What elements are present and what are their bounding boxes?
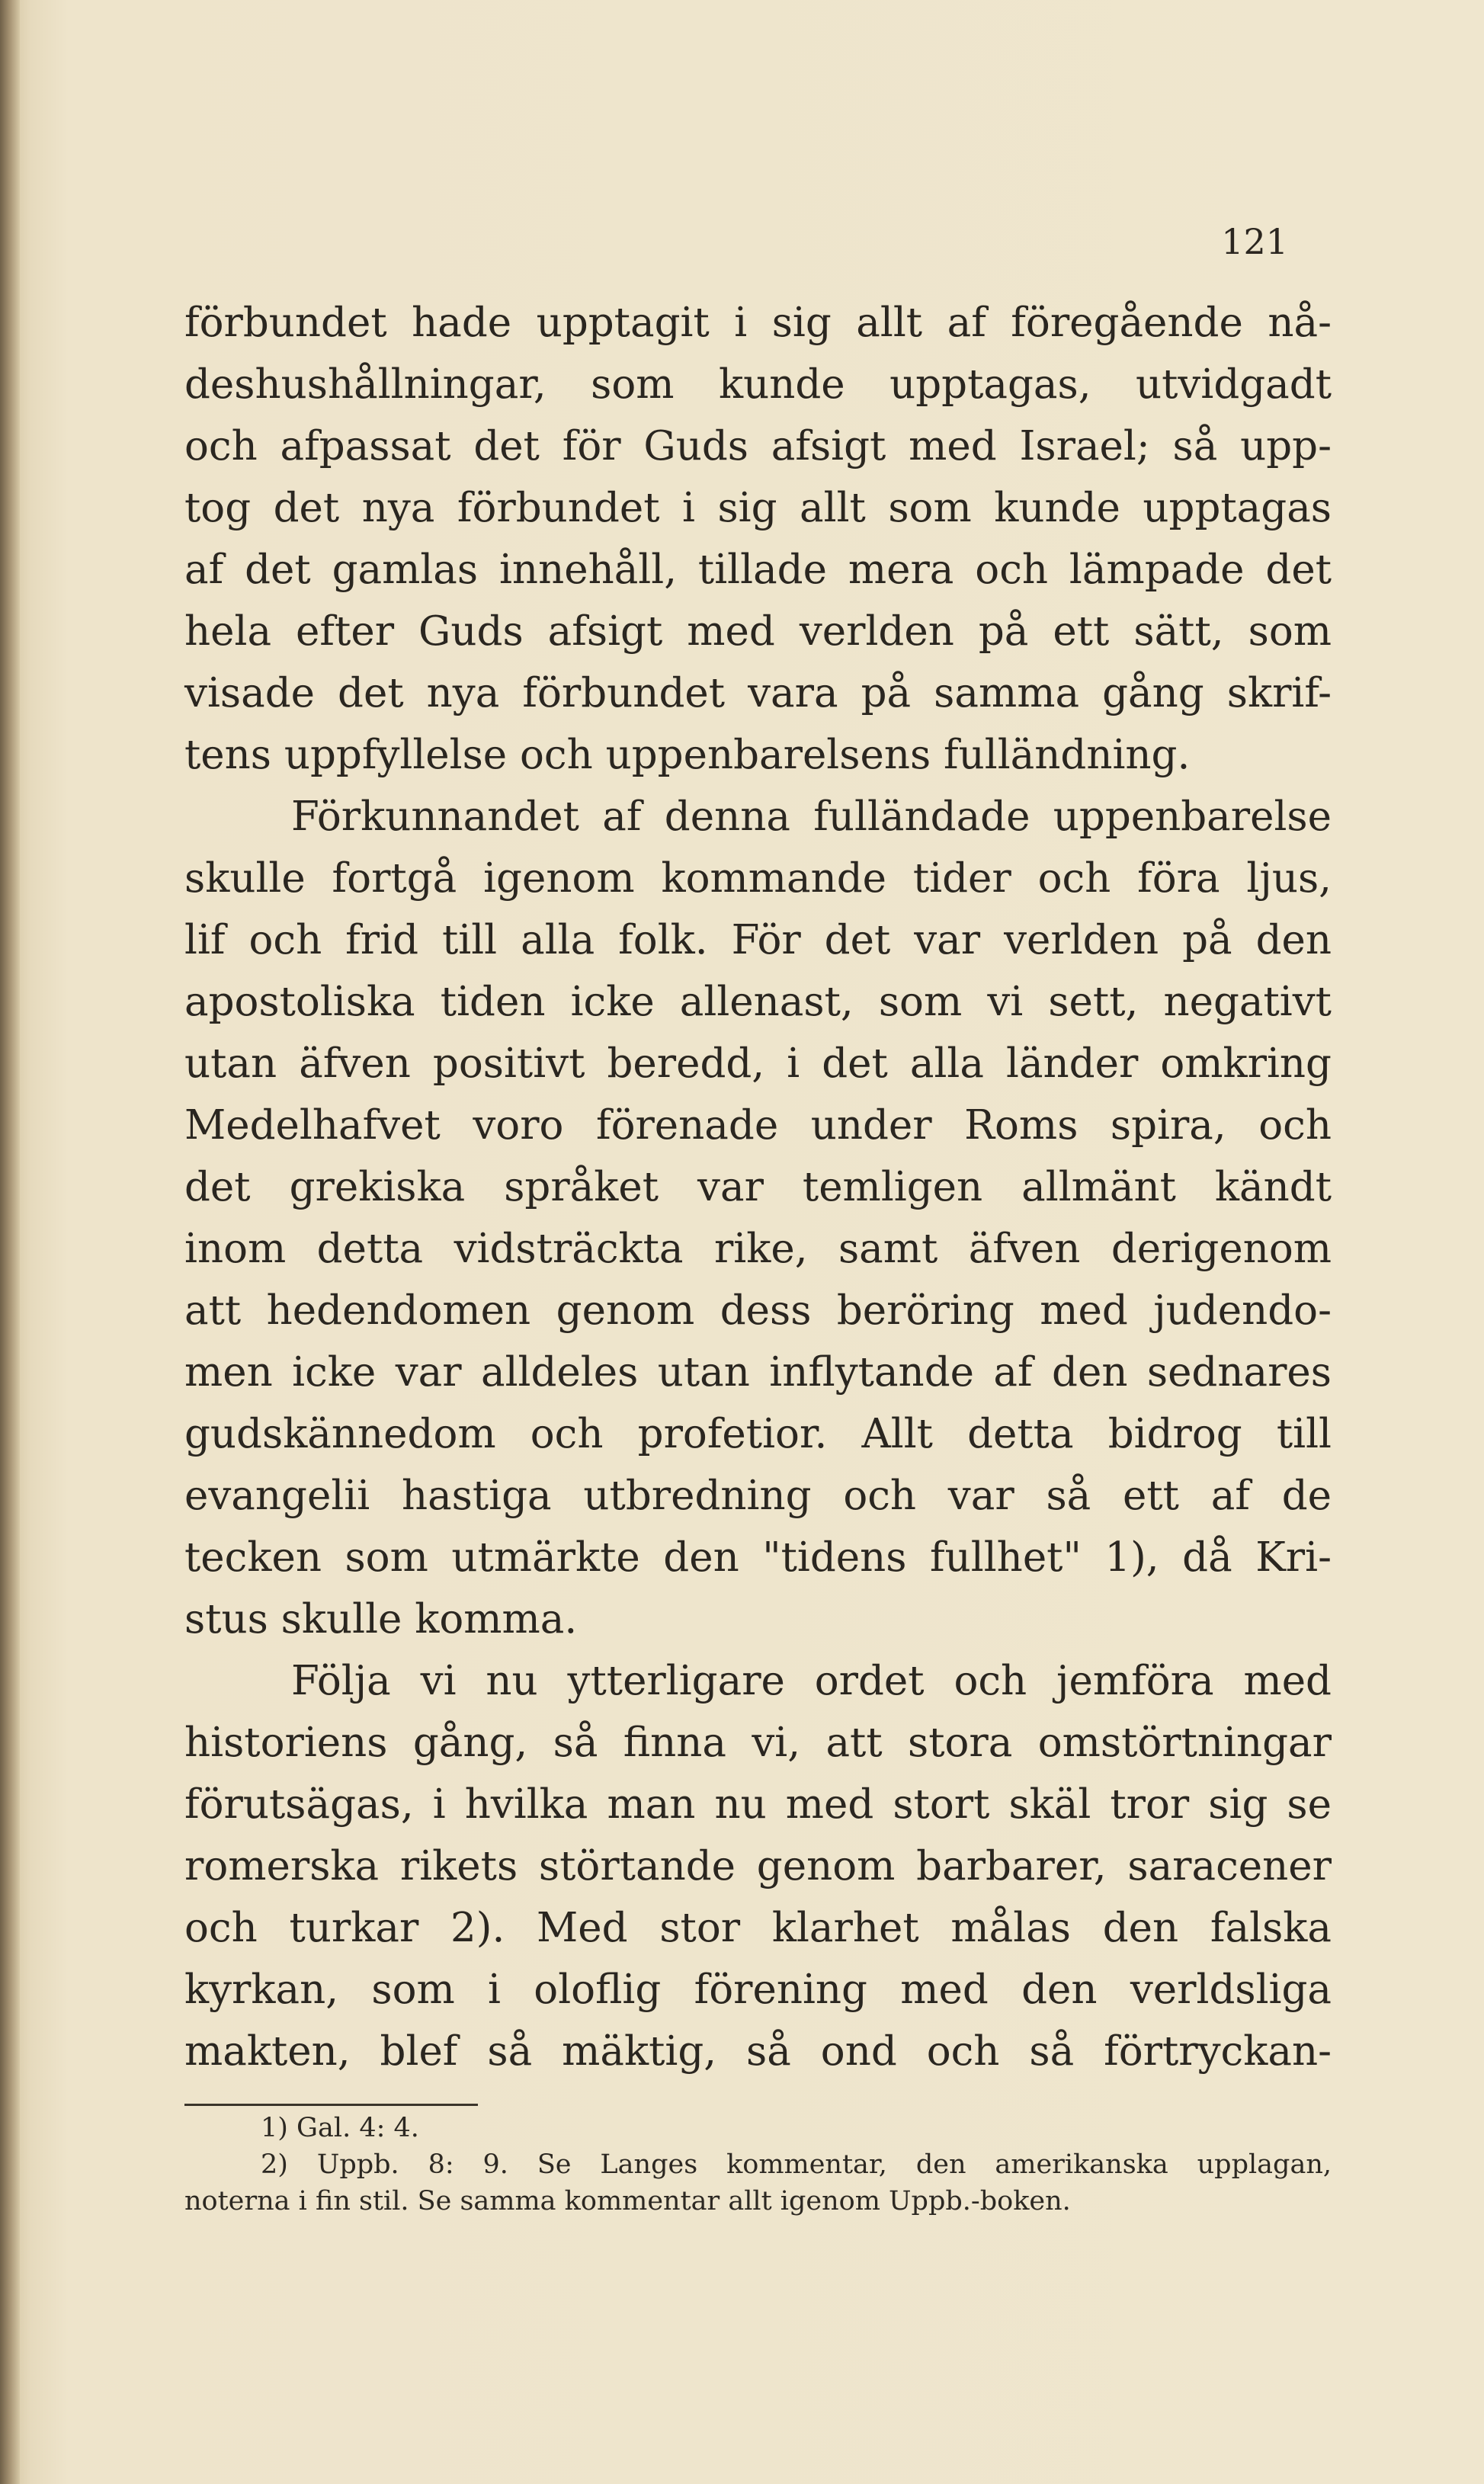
text-line: romerska rikets störtande genom barbarer, saracener bbox=[184, 1843, 1332, 1889]
text-line: och turkar 2). Med stor klarhet målas den falska bbox=[184, 1905, 1332, 1951]
text-line: det grekiska språket var temligen allmänt kändt bbox=[184, 1164, 1332, 1210]
text-line: tens uppfyllelse och uppenbarelsens fulländning. bbox=[184, 732, 1191, 778]
footnote-divider bbox=[184, 2104, 478, 2106]
text-line: historiens gång, så finna vi, att stora omstörtningar bbox=[184, 1720, 1332, 1766]
text-line: hela efter Guds afsigt med verlden på ett sätt, som bbox=[184, 608, 1332, 655]
footnote: 2) Uppb. 8: 9. Se Langes kommentar, den amerikanska upplagan, bbox=[261, 2149, 1332, 2180]
text-line: deshushållningar, som kunde upptagas, utvidgadt bbox=[184, 361, 1332, 408]
text-line: apostoliska tiden icke allenast, som vi sett, negativt bbox=[184, 979, 1332, 1025]
text-line: och afpassat det för Guds afsigt med Israel; så upp- bbox=[184, 423, 1332, 470]
text-line: tecken som utmärkte den "tidens fullhet" 1), då Kri- bbox=[184, 1534, 1332, 1581]
text-line: skulle fortgå igenom kommande tider och föra ljus, bbox=[184, 855, 1332, 902]
text-line: makten, blef så mäktig, så ond och så förtryckan- bbox=[184, 2028, 1332, 2075]
text-line: förutsägas, i hvilka man nu med stort skäl tror sig se bbox=[184, 1781, 1332, 1828]
text-line: stus skulle komma. bbox=[184, 1596, 578, 1643]
body-text bbox=[184, 292, 1332, 2082]
text-line: inom detta vidsträckta rike, samt äfven derigenom bbox=[184, 1226, 1332, 1272]
page-number: 121 bbox=[1221, 221, 1288, 262]
text-line: visade det nya förbundet vara på samma gång skrif- bbox=[184, 670, 1332, 716]
text-line: Följa vi nu ytterligare ordet och jemföra med bbox=[291, 1658, 1332, 1704]
text-line: lif och frid till alla folk. För det var verlden på den bbox=[184, 917, 1332, 963]
text-line: evangelii hastiga utbredning och var så ett af de bbox=[184, 1473, 1332, 1519]
text-line: Medelhafvet voro förenade under Roms spira, och bbox=[184, 1102, 1332, 1149]
text-line: gudskännedom och profetior. Allt detta bidrog till bbox=[184, 1411, 1332, 1457]
text-line: utan äfven positivt beredd, i det alla länder omkring bbox=[184, 1040, 1332, 1087]
text-line: kyrkan, som i oloflig förening med den verldsliga bbox=[184, 1966, 1332, 2013]
text-line: att hedendomen genom dess beröring med judendo- bbox=[184, 1287, 1332, 1334]
footnote: noterna i fin stil. Se samma kommentar allt igenom Uppb.-boken. bbox=[184, 2186, 1071, 2216]
text-line: förbundet hade upptagit i sig allt af föregående nå- bbox=[184, 300, 1332, 346]
text-line: af det gamlas innehåll, tillade mera och lämpade det bbox=[184, 546, 1332, 593]
binding-edge bbox=[0, 0, 20, 2484]
text-line: tog det nya förbundet i sig allt som kunde upptagas bbox=[184, 485, 1332, 531]
text-line: Förkunnandet af denna fulländade uppenbarelse bbox=[291, 793, 1332, 840]
footnotes bbox=[184, 2110, 1332, 2220]
text-line: men icke var alldeles utan inflytande af den sednares bbox=[184, 1349, 1332, 1396]
footnote: 1) Gal. 4: 4. bbox=[261, 2113, 419, 2143]
